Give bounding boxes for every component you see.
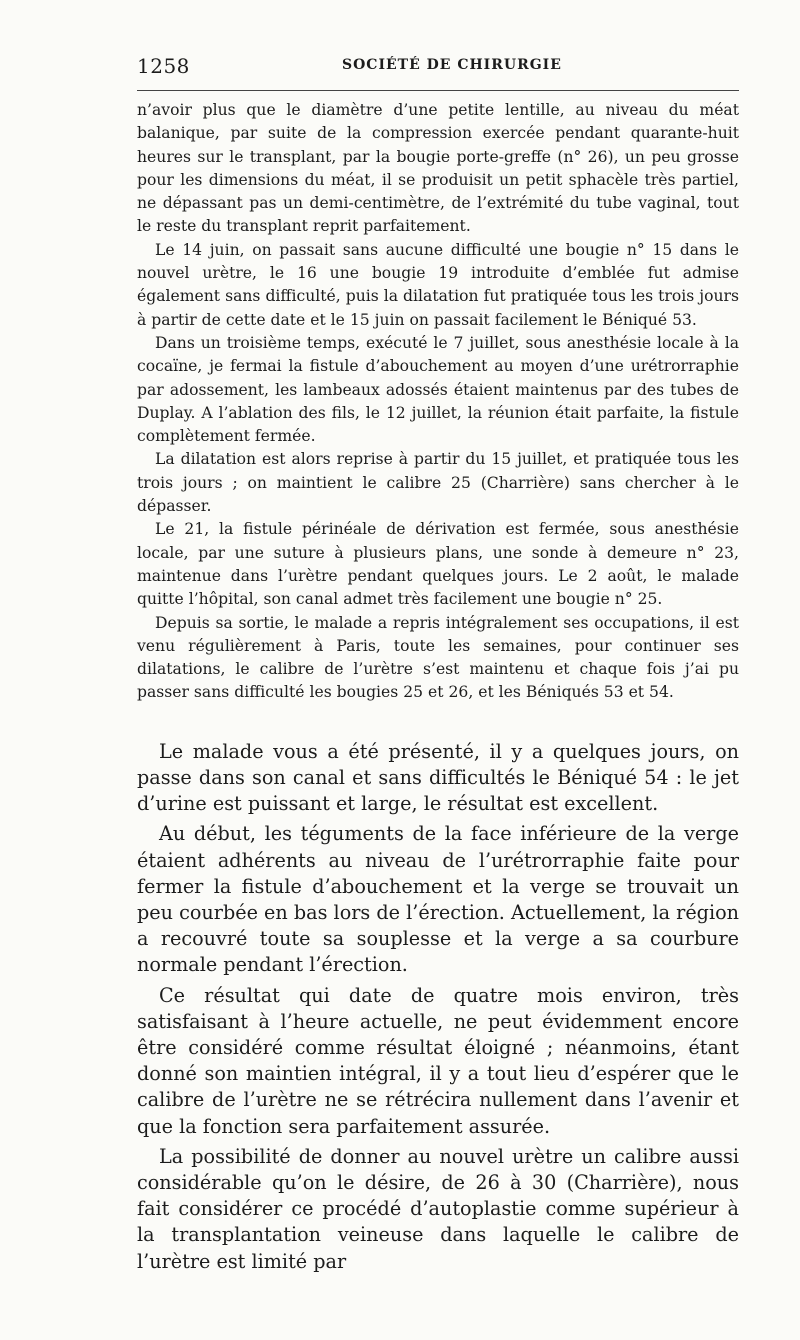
discussion (137, 739, 739, 1275)
case-notes (137, 99, 739, 705)
page-number: 1258 (137, 54, 190, 78)
paragraph: Ce résultat qui date de quatre mois environ, très satisfaisant à l’heure actuelle, ne peut évidemment encore être considéré comme résultat éloigné ; néanmoins, étant donné son maintien intégral, il y a tout lieu d’espérer que le calibre de l’urètre ne se rétrécira nullement dans l’avenir et que la fonction sera parfaitement assurée. (137, 983, 739, 1138)
paragraph: La possibilité de donner au nouvel urètre un calibre aussi considérable qu’on le désire, de 26 à 30 (Charrière), nous fait considérer ce procédé d’autoplastie comme supérieur à la transplantation veineuse dans laquelle le calibre de l’urètre est limité par (137, 1144, 739, 1273)
paragraph: Le malade vous a été présenté, il y a quelques jours, on passe dans son canal et sans difficultés le Béniqué 54 : le jet d’urine est puissant et large, le résultat est excellent. (137, 739, 739, 816)
paragraph: Le 14 juin, on passait sans aucune difficulté une bougie n° 15 dans le nouvel urètre, le 16 une bougie 19 introduite d’emblée fut admise également sans difficulté, puis la dilatation fut pratiquée tous les trois jours à partir de cette date et le 15 juin on passait facilement le Béniqué 53. (137, 240, 739, 329)
book-page (137, 50, 739, 1275)
paragraph: Depuis sa sortie, le malade a repris intégralement ses occupations, il est venu régulièrement à Paris, toute les semaines, pour continuer ses dilatations, le calibre de l’urètre s’est maintenu et chaque fois j’ai pu passer sans difficulté les bougies 25 et 26, et les Béniqués 53 et 54. (137, 613, 739, 702)
paragraph: n’avoir plus que le diamètre d’une petite lentille, au niveau du méat balanique, par suite de la compression exercée pendant quarante-huit heures sur le transplant, par la bougie porte-greffe (n° 26), un peu grosse pour les dimensions du méat, il se produisit un petit sphacèle très partiel, ne dépassant pas un demi-centimètre, de l’extrémité du tube vaginal, tout le reste du transplant reprit parfaitement. (137, 101, 739, 236)
header-rule (137, 90, 739, 91)
paragraph: Au début, les téguments de la face inférieure de la verge étaient adhérents au niveau de l’urétrorraphie faite pour fermer la fistule d’abouchement et la verge se trouvait un peu courbée en bas lors de l’érection. Actuellement, la région a recouvré toute sa souplesse et la verge a sa courbure normale pendant l’érection. (137, 822, 739, 977)
running-head (137, 50, 739, 80)
journal-title: SOCIÉTÉ DE CHIRURGIE (342, 57, 562, 73)
paragraph: La dilatation est alors reprise à partir du 15 juillet, et pratiquée tous les trois jours ; on maintient le calibre 25 (Charrière) sans chercher à le dépasser. (137, 450, 739, 516)
paragraph: Dans un troisième temps, exécuté le 7 juillet, sous anesthésie locale à la cocaïne, je fermai la fistule d’abouchement au moyen d’une urétrorraphie par adossement, les lambeaux adossés étaient maintenus par des tubes de Duplay. A l’ablation des fils, le 12 juillet, la réunion était parfaite, la fistule complètement fermée. (137, 333, 739, 446)
paragraph: Le 21, la fistule périnéale de dérivation est fermée, sous anesthésie locale, par une suture à plusieurs plans, une sonde à demeure n° 23, maintenue dans l’urètre pendant quelques jours. Le 2 août, le malade quitte l’hôpital, son canal admet très facilement une bougie n° 25. (137, 520, 739, 609)
